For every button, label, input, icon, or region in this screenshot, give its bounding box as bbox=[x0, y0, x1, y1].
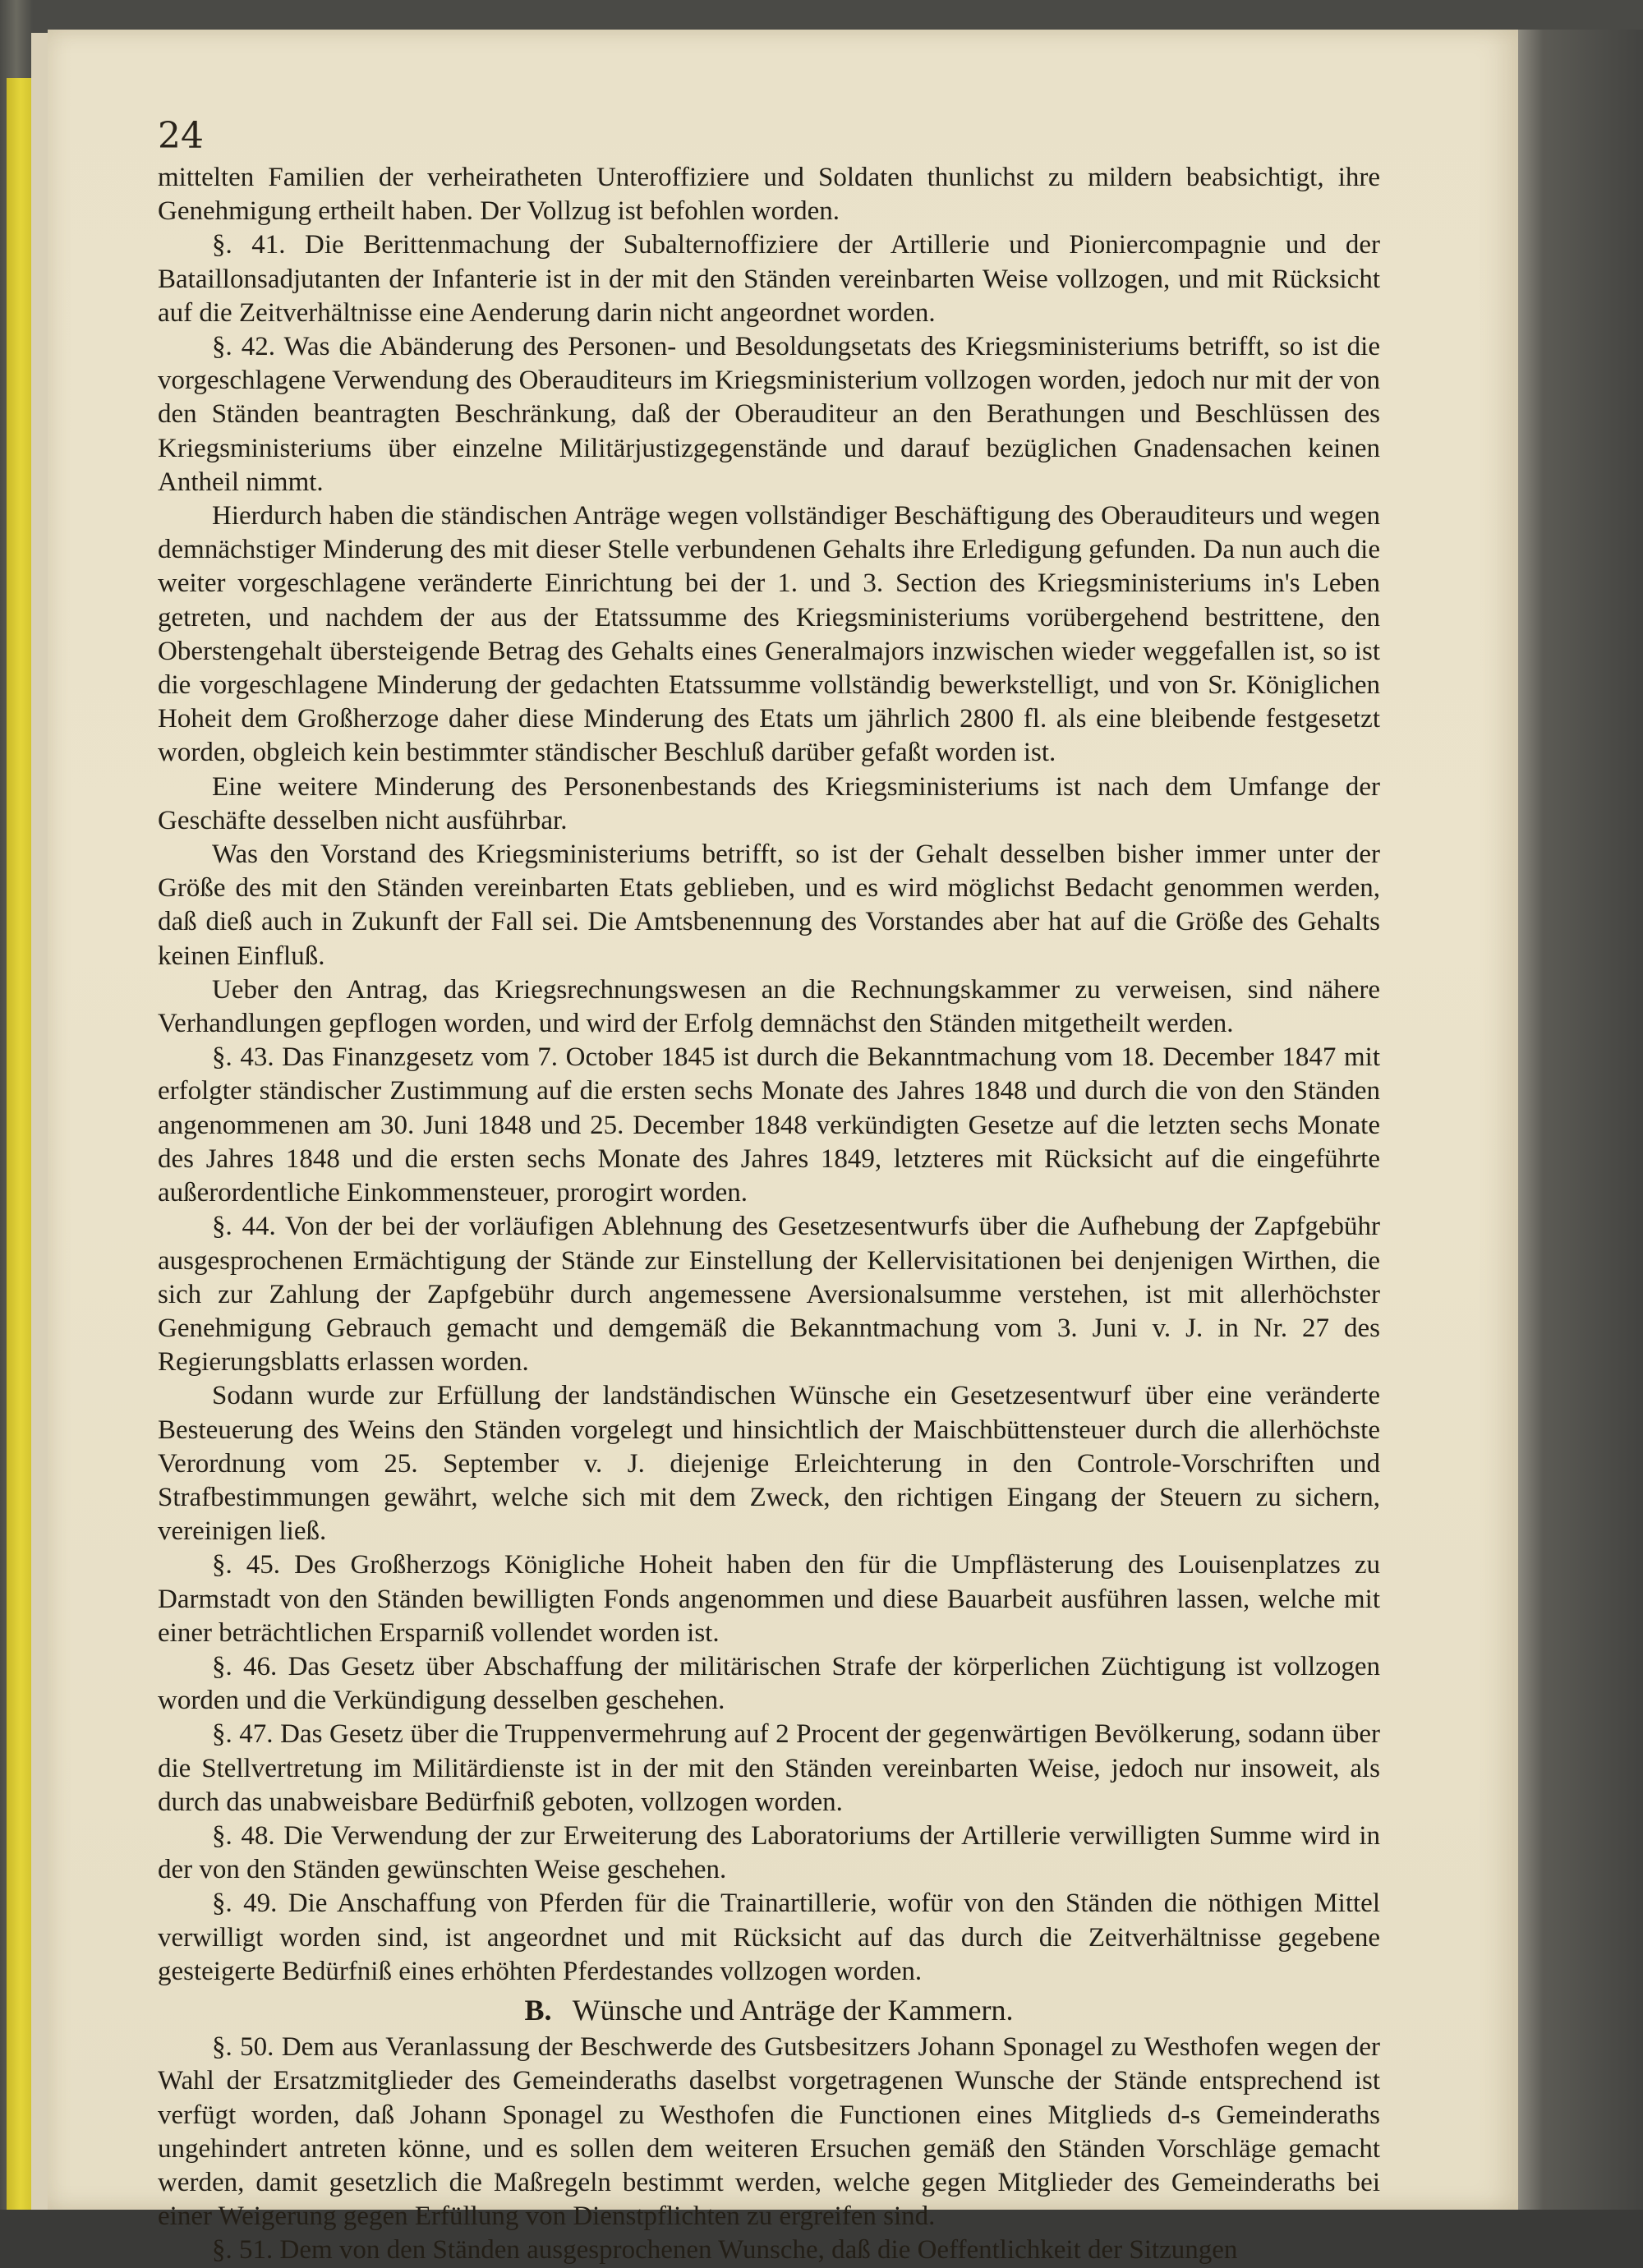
paragraph-section-50: §. 50. Dem aus Veranlassung der Beschwerde des Gutsbesitzers Johann Sponagel zu Westhofen wegen der Wahl der Ersatzmitglieder des Gemeinderaths daselbst vorgetragenen Wunsche der Stände entsprechend ist verfügt worden, daß Johann Sponagel zu Westhofen die Functionen eines Mitglieds d-s Gemeinderaths ungehindert antreten könne, und es sollen dem weiteren Ersuchen gemäß den Ständen Vorschläge gemacht werden, damit gesetzlich die Maßregeln bestimmt werden, welche gegen Mitglieder des Gemeinderaths bei einer Weigerung gegen Erfüllung von Dienstpflichten zu ergreifen sind. bbox=[158, 2032, 1380, 2232]
paragraph-section-46: §. 46. Das Gesetz über Abschaffung der militärischen Strafe der körperlichen Züchtigung ist vollzogen worden und die Verkündigung desselben geschehen. bbox=[158, 1651, 1380, 1716]
yellow-page-edge bbox=[7, 78, 35, 2210]
body-text bbox=[158, 161, 1380, 2268]
paragraph-continuation: mittelten Familien der verheiratheten Unteroffiziere und Soldaten thunlichst zu mildern beabsichtigt, ihre Genehmigung ertheilt haben. Der Vollzug ist befohlen worden. bbox=[158, 163, 1380, 227]
paragraph-section-43: §. 43. Das Finanzgesetz vom 7. October 1845 ist durch die Bekanntmachung vom 18. December 1847 mit erfolgter ständischer Zustimmung auf die ersten sechs Monate des Jahres 1848 und durch die von den Ständen angenommenen am 30. Juni 1848 und 25. December 1848 verkündigten Gesetze auf die letzten sechs Monate des Jahres 1848 und die ersten sechs Monate des Jahres 1849, letzteres mit Rücksicht auf die eingeführte außerordentliche Einkommensteuer, prorogirt worden. bbox=[158, 1042, 1380, 1208]
binding-edge bbox=[1518, 30, 1643, 2210]
page-number: 24 bbox=[158, 115, 204, 157]
paragraph-section-49: §. 49. Die Anschaffung von Pferden für die Trainartillerie, wofür von den Ständen die nöthigen Mittel verwilligt worden sind, ist angeordnet und mit Rücksicht auf das durch die Zeitverhältnisse gegebene gesteigerte Bedürfniß eines erhöhten Pferdestandes vollzogen worden. bbox=[158, 1888, 1380, 1986]
section-title: Wünsche und Anträge der Kammern. bbox=[572, 1993, 1014, 2026]
paragraph: Was den Vorstand des Kriegsministeriums betrifft, so ist der Gehalt desselben bisher immer unter der Größe des mit den Ständen vereinbarten Etats geblieben, und es wird möglichst Bedacht genommen werden, daß dieß auch in Zukunft der Fall sei. Die Amtsbenennung des Vorstandes aber hat auf die Größe des Gehalts keinen Einfluß. bbox=[158, 840, 1380, 971]
paragraph: Sodann wurde zur Erfüllung der landständischen Wünsche ein Gesetzesentwurf über eine veränderte Besteuerung des Weins den Ständen vorgelegt und hinsichtlich der Maischbüttensteuer durch die allerhöchste Verordnung vom 25. September v. J. diejenige Erleichterung in den Controle-Vorschriften und Strafbestimmungen gewährt, welche sich mit dem Zweck, den richtigen Eingang der Steuern zu sichern, vereinigen ließ. bbox=[158, 1381, 1380, 1547]
paragraph-section-48: §. 48. Die Verwendung der zur Erweiterung des Laboratoriums der Artillerie verwilligten Summe wird in der von den Ständen gewünschten Weise geschehen. bbox=[158, 1820, 1380, 1885]
paragraph: Ueber den Antrag, das Kriegsrechnungswesen an die Rechnungskammer zu verweisen, sind nähere Verhandlungen gepflogen worden, und wird der Erfolg demnächst den Ständen mitgetheilt werden. bbox=[158, 974, 1380, 1039]
paragraph: Hierdurch haben die ständischen Anträge wegen vollständiger Beschäftigung des Oberauditeurs und wegen demnächstiger Minderung des mit dieser Stelle verbundenen Gehalts ihre Erledigung gefunden. Da nun auch die weiter vorgeschlagene veränderte Einrichtung bei der 1. und 3. Section des Kriegsministeriums in's Leben getreten, und nachdem der aus der Etatssumme des Kriegsministeriums vorübergehend bestrittene, den Oberstengehalt übersteigende Betrag des Gehalts eines Generalmajors inzwischen wieder weggefallen ist, so ist die vorgeschlagene Minderung der gedachten Etatssumme vollständig bewerkstelligt, und von Sr. Königlichen Hoheit dem Großherzoge daher diese Minderung des Etats um jährlich 2800 fl. als eine bleibende festgesetzt worden, obgleich kein bestimmter ständischer Beschluß darüber gefaßt worden ist. bbox=[158, 501, 1380, 768]
paragraph-section-45: §. 45. Des Großherzogs Königliche Hoheit haben den für die Umpflästerung des Louisenplatzes zu Darmstadt von den Ständen bewilligten Fonds angenommen und diese Bauarbeit ausführen lassen, welche mit einer beträchtlichen Ersparniß vollendet worden ist. bbox=[158, 1550, 1380, 1648]
paragraph-section-47: §. 47. Das Gesetz über die Truppenvermehrung auf 2 Procent der gegenwärtigen Bevölkerung, sodann über die Stellvertretung im Militärdienste ist in der mit den Ständen vereinbarten Weise, jedoch nur insoweit, als durch das unabweisbare Bedürfniß geboten, vollzogen worden. bbox=[158, 1719, 1380, 1817]
paragraph: Eine weitere Minderung des Personenbestands des Kriegsministeriums ist nach dem Umfange der Geschäfte desselben nicht ausführbar. bbox=[158, 771, 1380, 835]
section-letter: B. bbox=[524, 1993, 552, 2026]
section-heading bbox=[158, 1994, 1380, 2027]
paragraph-section-41: §. 41. Die Berittenmachung der Subalternoffiziere der Artillerie und Pioniercompagnie und der Bataillonsadjutanten der Infanterie ist in der mit den Ständen vereinbarten Weise vollzogen, und mit Rücksicht auf die Zeitverhältnisse eine Aenderung darin nicht angeordnet worden. bbox=[158, 230, 1380, 328]
paragraph-section-51: §. 51. Dem von den Ständen ausgesprochenen Wunsche, daß die Oeffentlichkeit der Sitzungen bbox=[212, 2235, 1238, 2266]
paragraph-section-44: §. 44. Von der bei der vorläufigen Ablehnung des Gesetzesentwurfs über die Aufhebung der Zapfgebühr ausgesprochenen Ermächtigung der Stände zur Einstellung der Kellervisitationen bei denjenigen Wirthen, die sich zur Zahlung der Zapfgebühr durch angemessene Aversionalsumme verstehen, ist mit allerhöchster Genehmigung Gebrauch gemacht und demgemäß die Bekanntmachung vom 3. Juni v. J. in Nr. 27 des Regierungsblatts erlassen worden. bbox=[158, 1212, 1380, 1378]
paragraph-section-42: §. 42. Was die Abänderung des Personen- und Besoldungsetats des Kriegsministeriums betrifft, so ist die vorgeschlagene Verwendung des Oberauditeurs im Kriegsministerium vollzogen worden, jedoch nur mit der von den Ständen beantragten Beschränkung, daß der Oberauditeur an den Berathungen und Beschlüssen des Kriegsministeriums über einzelne Militärjustizgegenstände und darauf bezüglichen Gnadensachen keinen Antheil nimmt. bbox=[158, 332, 1380, 497]
